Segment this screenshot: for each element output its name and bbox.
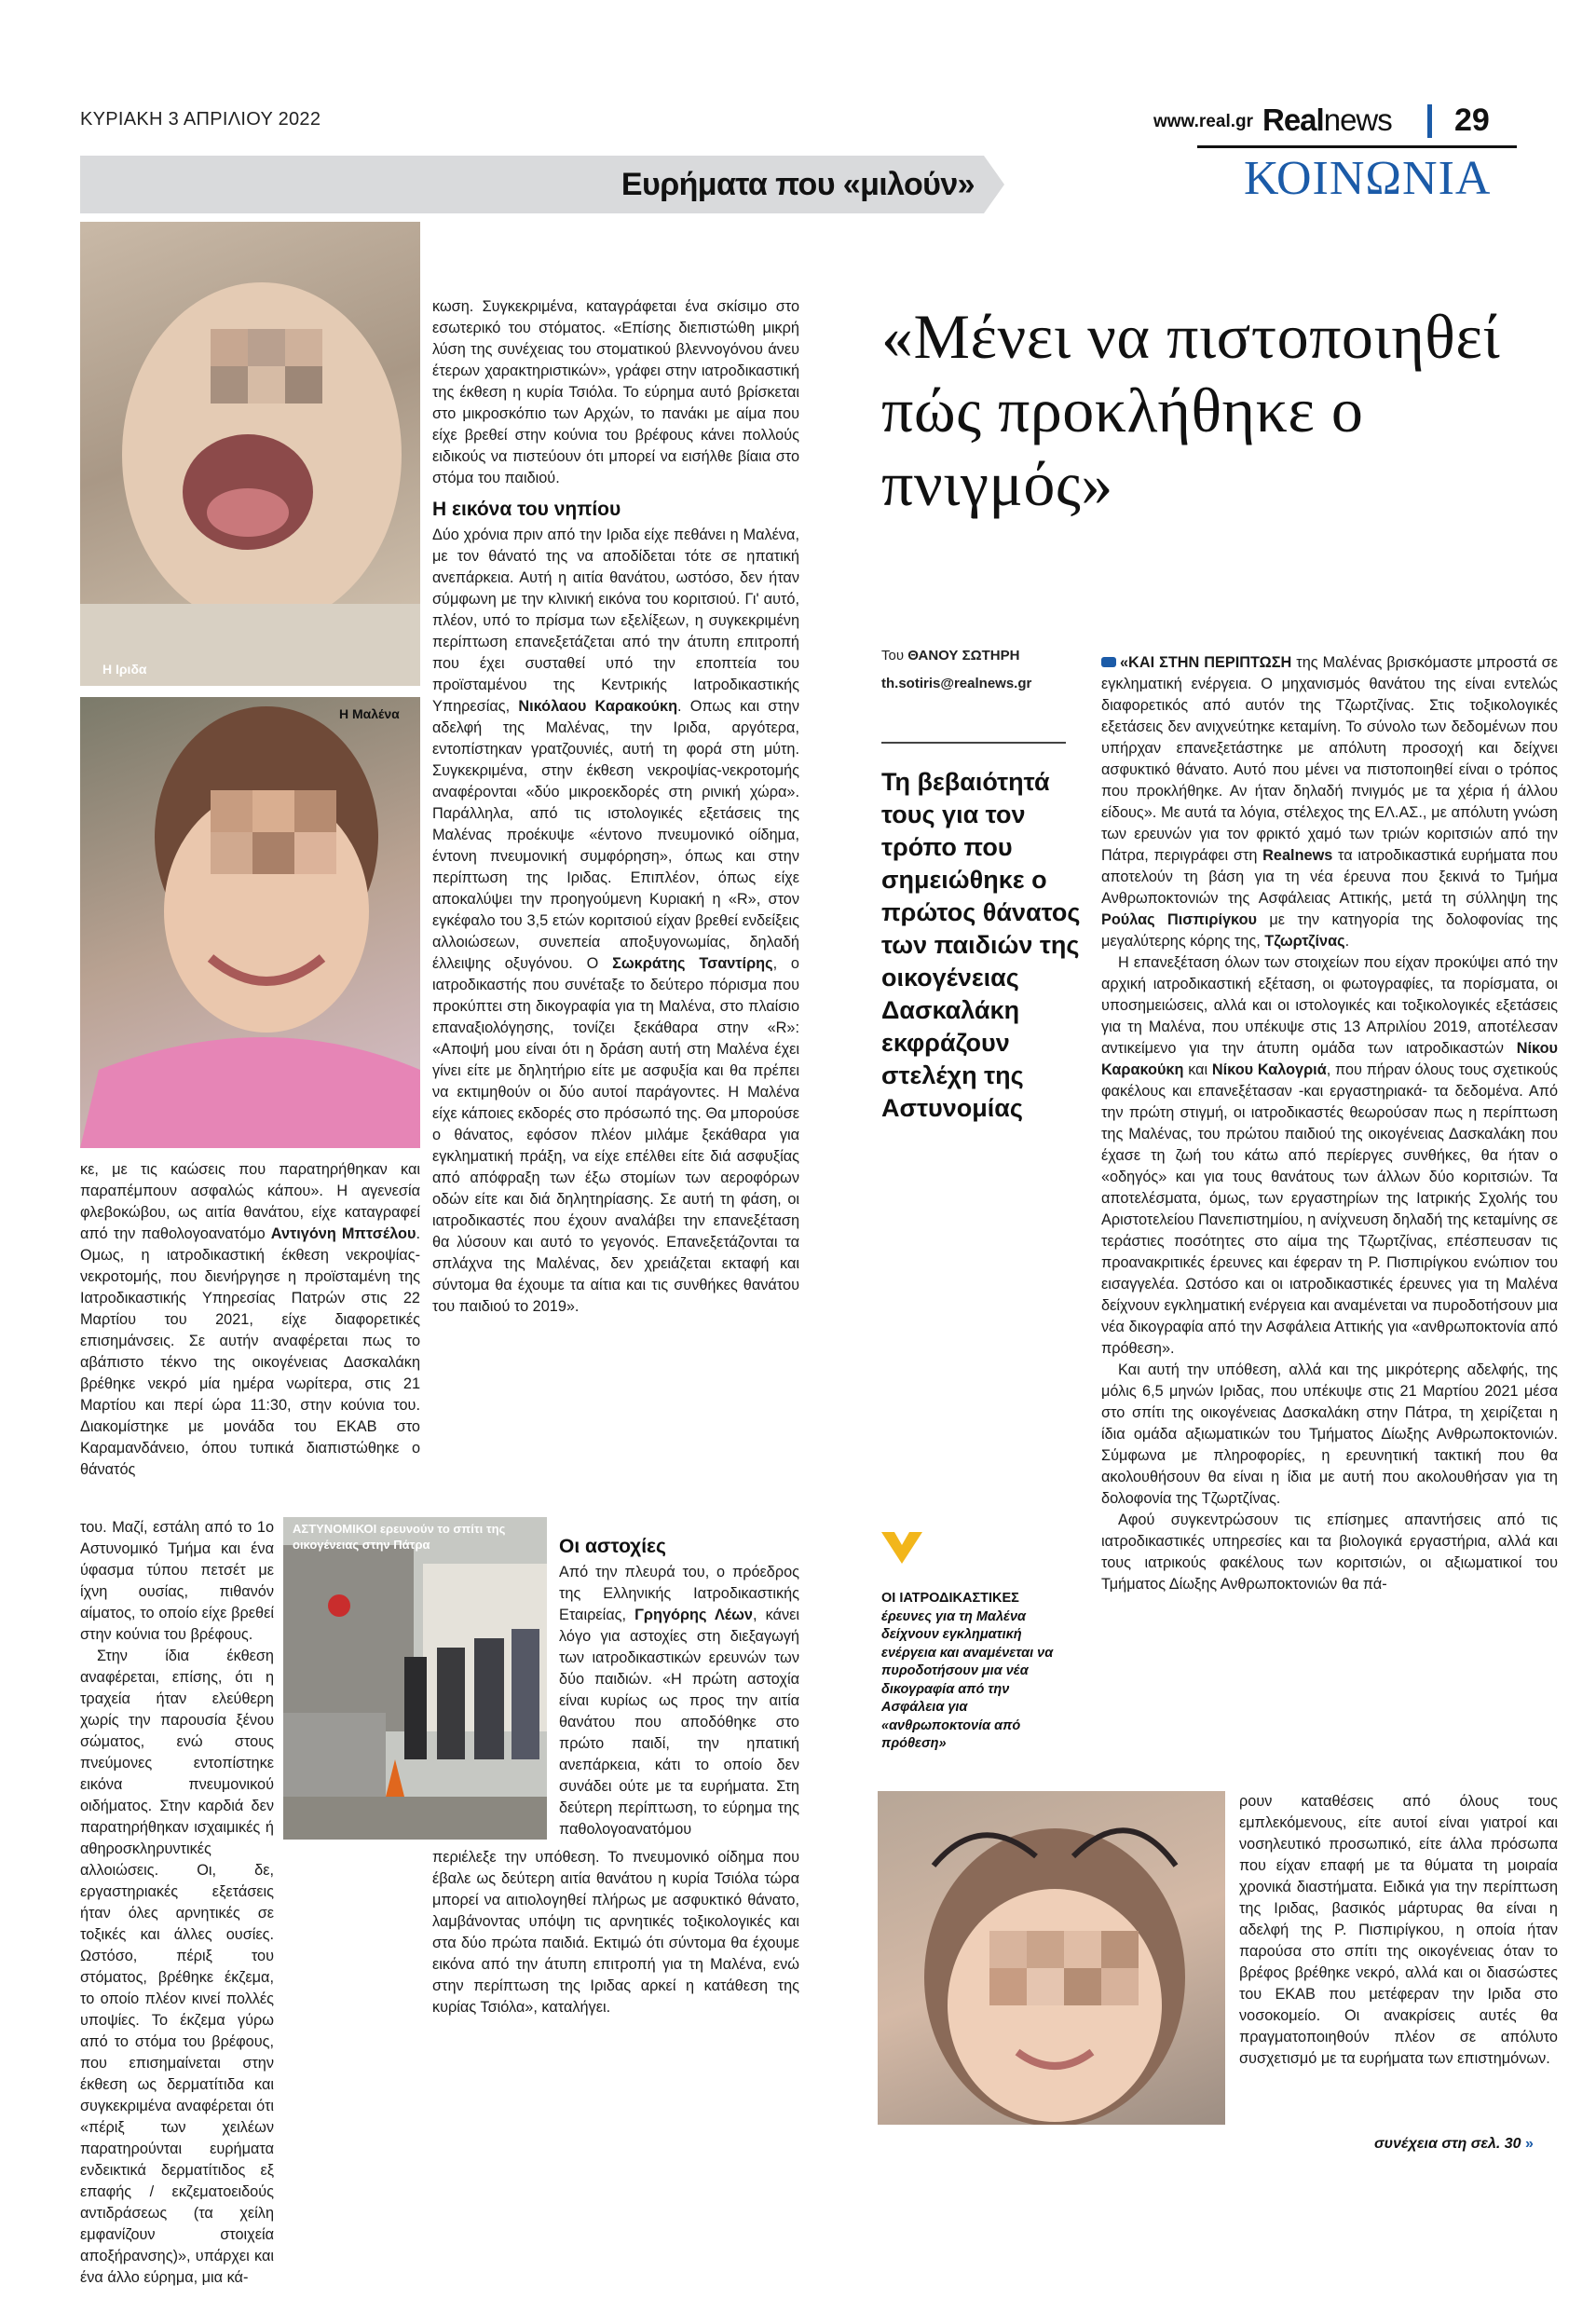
paragraph: κωση. Συγκεκριμένα, καταγράφεται ένα σκίσιμο στο εσωτερικό του στόματος. «Επίσης διεπιστώθη μικρή λύση της συνέχειας του στοματικού βλεννογόνου άνευ έτερων χαρακτηριστικών», γράφει στην ιατροδικαστική της έκθεση η κυρία Τσιόλα. Το εύρημα αυτό βρίσκεται στο μικροσκόπιο των Αρχών, το πανάκι με αίμα που είχε βρεθεί στην κούνια του βρέφους κάνει πολλούς ειδικούς να πιστεύουν ότι μπορεί να εισήλθε βίαια στο στόμα του παιδιού.: [432, 298, 799, 486]
paragraph-text: , που πήραν όλους τους σχετικούς φακέλους και επανεξέτασαν -και εργαστηριακά- τα δεδομένα. Από την πρώτη στιγμή, οι ιατροδικαστές θεωρούσαν πως η περίπτωση της Μαλένας, του πρώτου παιδιού της οικογένειας Δασκαλάκη που έχασε τη ζωή του κάτω από περίεργες συνθήκες, θα ήταν ο «οδηγός» και για τους θανάτους των άλλων δύο κοριτσιών. Τα αποτελέσματα, όμως, των εργαστηρίων της Ιατρικής Σχολής του Αριστοτελείου Πανεπιστημίου, η ανίχνευση δηλαδή της κεταμίνης σε τεράστιες ποσότητες στο αίμα της Τζωρτζίνας, επέσπευσαν τις προανακριτικές έρευνες και έφεραν τη Ρ. Πισπιρίγκου ενώπιον του εισαγγελέα. Ωστόσο και οι ιατροδικαστικές έρευνες για τη Μαλένα δείχνουν εγκληματική ενέργεια και αναμένεται να πυροδοτήσουν μια νέα δικογραφία από την Ασφάλεια Αττικής για «ανθρωποκτονία από πρόθεση».: [1101, 1061, 1558, 1357]
article-column-1-top: [80, 1159, 420, 1481]
pull-quote: Τη βεβαιότητά τους για τον τρόπο που σημειώθηκε ο πρώτος θάνατος των παιδιών της οικογένειας Δασκαλάκη εκφράζουν στελέχη της Αστυνομίας: [881, 768, 1081, 1122]
caption-police: [293, 1521, 544, 1553]
page-number: 29: [1454, 103, 1490, 138]
paragraph-text: Στην ίδια έκθεση αναφέρεται, επίσης, ότι η τραχεία ήταν ελεύθερη χωρίς την παρουσία ξένου σώματος, ενώ στους πνεύμονες εντοπίστηκε εικόνα πνευμονικού οιδήματος. Στην καρδιά δεν παρατηρήθηκαν ισχαιμικές ή αθηροσκληρυντικές αλλοιώσεις. Οι, δε, εργαστηριακές εξετάσεις ήταν όλες αρνητικές σε τοξικές και άλλες ουσίες. Ωστόσο, πέριξ του στόματος, βρέθηκε έκζεμα, το οποίο πλέον κινεί πολλές υποψίες. Το έκζεμα γύρω από το στόμα του βρέφους, που επισημαίνεται στην έκθεση ως δερματίτιδα και συγκεκριμένα αναφέρεται ότι «πέριξ των χειλέων παρατηρούνται ευρήματα ενδεικτικά δερματίτιδος εξ επαφής / εκζεματοειδούς αντιδράσεως (τα χείλη εμφανίζουν στοιχεία αποξήρανσης)», υπάρχει και ένα άλλο εύρημα, μια κά-: [80, 1648, 274, 2286]
byline-email[interactable]: th.sotiris@realnews.gr: [881, 676, 1032, 691]
subheading-infant: Η εικόνα του νηπίου: [432, 499, 621, 520]
paragraph: Και αυτή την υπόθεση, αλλά και της μικρότερης αδελφής, της μόλις 6,5 μηνών Ιριδας, που υπέκυψε στις 21 Μαρτίου 2021 μέσα στο σπίτι της οικογένειας Δασκαλάκη στην Πάτρα, τη χειρίζεται η ίδια ομάδα αξιωματικών του Τμήματος Δίωξης Ανθρωποκτονιών. Σύμφωνα με πληροφορίες, η ερευνητική τακτική που θα ακολουθήσουν θα είναι η ίδια με αυτή που ακολουθήσαν για τη δολοφονία της Τζωρτζίνας.: [1101, 1361, 1558, 1507]
paragraph-text: της Μαλένας βρισκόμαστε μπροστά σε εγκληματική ενέργεια. Ο μηχανισμός θανάτου της είναι εντελώς διαφορετικός από αυτόν της Τζωρτζίνας. Στις τοξικολογικές εξετάσεις δεν ανιχνεύτηκε κεταμίνη. Το σύνολο των δεδομένων που υπήρχαν επανεξετάστηκε με απόλυτη προσοχή και δείχνει ασφυκτικό θάνατο. Αυτό που μένει να πιστοποιηθεί είναι ο τρόπος που προκλήθηκε. Αν ήταν δηλαδή πνιγμός με τα χέρια ή άλλου είδους». Με αυτά τα λόγια, στέλεχος της ΕΛ.ΑΣ., με απόλυτη γνώση των ερευνών για τον φρικτό χαμό των τριών κοριτσιών από την Πάτρα, περιγράφει στη: [1101, 654, 1558, 864]
continue-arrow-icon: »: [1525, 2136, 1534, 2152]
person-name: Τζωρτζίνας: [1264, 933, 1345, 950]
paragraph-text: με την κατηγορία της δολοφονίας της μεγαλύτερης κόρης της,: [1101, 911, 1558, 950]
paragraph-text: Από την πλευρά του, ο πρόεδρος της Ελληνικής Ιατροδικαστικής Εταιρείας,: [559, 1564, 799, 1623]
person-name: Σωκράτης Τσαντίρης: [612, 955, 773, 972]
subheading-failures: Οι αστοχίες: [559, 1536, 666, 1557]
caption-malena: Η Μαλένα: [339, 706, 400, 721]
article-column-4-wrap: [1239, 1791, 1558, 2070]
lead-in: «ΚΑΙ ΣΤΗΝ ΠΕΡΙΠΤΩΣΗ: [1120, 654, 1292, 671]
sidebar-note-text: έρευνες για τη Μαλένα δείχνουν εγκληματική ενέργεια και αναμένεται να πυροδοτήσουν μια νέα δικογραφία από την Ασφάλεια για «ανθρωποκτονία από πρόθεση»: [881, 1608, 1054, 1751]
photo-iris-art: [80, 222, 420, 686]
paragraph-text: Δύο χρόνια πριν από την Ιριδα είχε πεθάνει η Μαλένα, με τον θάνατό της να αποδίδεται τότε σε ηπατική ανεπάρκεια. Αυτή η αιτία θανάτου, ωστόσο, δεν ήταν σύμφωνη με την κλινική εικόνα του κοριτσιού. Γι' αυτό, πλέον, υπό το πρίσμα των εξελίξεων, η συγκεκριμένη περίπτωση επανεξετάζεται από την άτυπη επιτροπή που έχει συσταθεί υπό την εποπτεία του προϊσταμένου της Κεντρικής Ιατροδικαστικής Υπηρεσίας,: [432, 527, 799, 715]
kicker-arrow: [984, 156, 1004, 213]
photo-police-art: [283, 1517, 547, 1840]
paragraph-text: Η επανεξέταση όλων των στοιχείων που είχαν προκύψει από την αρχική ιατροδικαστική εξέταση, οι φωτογραφίες, τα πορίσματα, οι υποσημειώσεις, αλλά και οι ιστολογικές και τοξικολογικές εξετάσεις για τη Μαλένα, που υπέκυψε στις 13 Απριλίου 2019, αποτέλεσαν αντικείμενο για την άτυπη ομάδα των ιατροδικαστών: [1101, 954, 1558, 1057]
article-column-4: [1101, 652, 1558, 1595]
issue-date: ΚΥΡΙΑΚΗ 3 ΑΠΡΙΛΙΟΥ 2022: [80, 109, 321, 130]
photo-girl-art: [878, 1791, 1225, 2125]
person-name: Ρούλας Πισπιρίγκου: [1101, 911, 1258, 928]
caption-police-rest: ερευνούν το σπίτι της οικογένειας στην Πάτρα: [293, 1522, 506, 1552]
kicker-title: Ευρήματα που «μιλούν»: [621, 167, 975, 202]
byline-author: ΘΑΝΟΥ ΣΩΤΗΡΗ: [907, 648, 1020, 664]
article-column-1-wrap: [80, 1517, 274, 2289]
paragraph-text: κε, με τις καώσεις που παρατηρήθηκαν και παραπέμπουν ασφαλώς κάπου». Η αγενεσία φλεβοκώβου, ως αιτία θανάτου, είχε καταγραφεί από την παθολογοανατόμο: [80, 1161, 420, 1242]
brand-logo: [1262, 103, 1392, 138]
photo-girl: [878, 1791, 1225, 2125]
photo-police: [283, 1517, 547, 1840]
brand-light: news: [1323, 103, 1392, 137]
paragraph: [80, 1646, 274, 2289]
article-column-2-bottom: [432, 1847, 799, 2018]
photo-iris: [80, 222, 420, 686]
v-mark-inner: [894, 1532, 909, 1545]
header-rule: [1197, 145, 1517, 148]
article-column-2: [432, 296, 799, 1318]
paragraph-text: τα ιατροδικαστικά ευρήματα που αποτελούν τη βάση για τη νέα έρευνα που ξεκινά το Τμήμα Ανθρωποκτονιών της Ασφάλειας Αττικής, μετά τη σύλληψη της: [1101, 847, 1558, 907]
section-title: ΚΟΙΝΩΝΙΑ: [1244, 152, 1492, 205]
sidebar-note: [881, 1590, 1068, 1754]
sidebar-note-lead: ΟΙ ΙΑΤΡΟΔΙΚΑΣΤΙΚΕΣ: [881, 1591, 1019, 1606]
photo-malena: [80, 697, 420, 1148]
person-name: Νικόλαου Καρακούκη: [518, 698, 678, 715]
brand-mention: Realnews: [1262, 847, 1333, 864]
byline-rule: [881, 742, 1066, 744]
continue-link[interactable]: [1374, 2136, 1534, 2153]
continue-text: συνέχεια στη σελ. 30: [1374, 2136, 1521, 2152]
paragraph: [1101, 952, 1558, 1360]
site-url[interactable]: www.real.gr: [1153, 112, 1253, 131]
person-name: Γρηγόρης Λέων: [634, 1607, 753, 1623]
paragraph: του. Μαζί, εστάλη από το 1ο Αστυνομικό Τμήμα και ένα ύφασμα τύπου πετσέτ με ίχνη ουσίας, πιθανόν αίματος, το οποίο είχε βρεθεί στην κούνια του βρέφους.: [80, 1519, 274, 1643]
brand-bold: Real: [1262, 103, 1324, 137]
paragraph-text: , ο ιατροδικαστής που συνέταξε το δεύτερο πόρισμα που προκύπτει στη δικογραφία για τη Μαλένα, στο πλαίσιο επαναξιολόγησης, τονίζει ξεκάθαρα στην «R»: «Αποψή μου είναι ότι η δράση αυτή στη Μαλένα έχει γίνει είτε με δηλητήριο είτε με ασφυξία και θα πρέπει να εκτιμηθούν οι δύο αυτοί παράγοντες. Η Μαλένα είχε κάποιες εκδορές στο πρόσωπό της. Θα μπορούσε ο θάνατος, εφόσον πλέον μιλάμε ξεκάθαρα για εγκληματική πράξη, να είχε επέλθει είτε διά ασφυξίας από απόφραξη των έξω στομίων των αεροφόρων οδών είτε και διά δηλητηρίασης. Σε αυτή τη φάση, οι ιατροδικαστές που έχουν αναλάβει την επανεξέταση θα λύσουν και αυτό το γεγονός. Επανεξετάζονται τα σπλάχνα της Μαλένας, δεν χρειάζεται εκταφή και σύντομα θα έχουμε τα αίτια και τις συνθήκες θανάτου του παιδιού το 2019».: [432, 955, 799, 1315]
paragraph-text: , κάνει λόγο για αστοχίες στη διεξαγωγή των ιατροδικαστικών ερευνών των δύο παιδιών. «Η πρώτη αστοχία είναι κυρίως ως προς την αιτία θανάτου που αποδόθηκε στο πρώτο παιδί, την ηπατική ανεπάρκεια, κάτι το οποίο δεν συνάδει ούτε με τα ευρήματα. Στη δεύτερη περίπτωση, το εύρημα της παθολογοανατόμου: [559, 1607, 799, 1838]
headline: «Μένει να πιστοποιηθεί πώς προκλήθηκε ο πνιγμός»: [881, 301, 1501, 519]
paragraph: [80, 1159, 420, 1481]
paragraph: [432, 525, 799, 1318]
paragraph-text: και: [1183, 1061, 1212, 1078]
paragraph: [1101, 652, 1558, 952]
paragraph-text: . Ομως, η ιατροδικαστική έκθεση νεκροψίας-νεκροτομής, που διενήργησε η προϊσταμένη της Ιατροδικαστικής Υπηρεσίας Πατρών στις 22 Μαρτίου του 2021, είχε διαφορετικές επισημάνσεις. Σε αυτήν αναφέρεται πως το αβάπιστο τέκνο της οικογένειας Δασκαλάκη βρέθηκε νεκρό μία ημέρα νωρίτερα, στις 21 Μαρτίου και περί ώρα 11:30, στην κούνια του. Διακομίστηκε με μονάδα του ΕΚΑΒ στο Καραμανδάνειο, όπου τυπικά διαπιστώθηκε ο θάνατός: [80, 1225, 420, 1478]
byline: [881, 648, 1019, 664]
caption-iris: Η Ιριδα: [102, 662, 147, 677]
byline-prefix: Του: [881, 648, 905, 664]
paragraph: [559, 1562, 799, 1840]
person-name: Νίκου Καλογριά: [1211, 1061, 1327, 1078]
paragraph: Αφού συγκεντρώσουν τις επίσημες απαντήσεις από τις ιατροδικαστικές υπηρεσίες και τα βιολογικά εργαστήρια, αλλά και τους ιατρικούς φακέλους των κοριτσιών, οι αξιωματικοί του Τμήματος Δίωξης Ανθρωποκτονιών θα πά-: [1101, 1512, 1558, 1593]
caption-police-bold: ΑΣΤΥΝΟΜΙΚΟΙ: [293, 1522, 377, 1536]
paragraph-text: .: [1344, 933, 1350, 950]
paragraph-text: . Οπως και στην αδελφή της Μαλένας, την Ιριδα, αργότερα, εντοπίστηκαν γρατζουνιές, αυτή τη φορά στη μύτη. Συγκεκριμένα, στην έκθεση νεκροψίας-νεκροτομής αναφέρονται «δύο μικροεκδορές στη ρινική χώρα». Παράλληλα, από τις ιστολογικές εξετάσεις της Μαλένας προέκυψε «έντονο πνευμονικό οίδημα, έντονη πνευμονική συμφόρηση», όπως και στην περίπτωση της Ιριδας. Επιπλέον, όπως είχε αποκαλύψει την προηγούμενη Κυριακή η «R», στον εγκέφαλο του 3,5 ετών κοριτσιού είχαν βρεθεί ενδείξεις αλλοιώσεων, συνεπεία αποξυγονωμίας, δηλαδή έλλειψης οξυγόνου. Ο: [432, 698, 799, 972]
header-separator: [1427, 104, 1432, 138]
article-column-2-lower: [559, 1534, 799, 1840]
lead-square-icon: [1101, 657, 1116, 667]
person-name: Αντιγόνη Μπτσέλου: [270, 1225, 416, 1242]
photo-malena-art: [80, 697, 420, 1148]
person-name: Νίκου Καρακούκη: [1101, 1040, 1558, 1078]
paragraph: ρουν καταθέσεις από όλους τους εμπλεκόμενους, είτε αυτοί είναι γιατροί και νοσηλευτικό προσωπικό, είτε άλλα πρόσωπα που είχαν επαφή με τα θύματα τη μοιραία χρονικά διαστήματα. Ειδικά για την περίπτωση της Ιριδας, βασικός μάρτυρας θα είναι η αδελφή της Ρ. Πισπιρίγκου, η οποία ήταν παρούσα στο σπίτι της οικογένειας όταν το βρέφος βρέθηκε νεκρό, αλλά και οι διασώστες του ΕΚΑΒ που μετέφεραν την Ιριδα στο νοσοκομείο. Οι ανακρίσεις αυτές θα πραγματοποιηθούν πλέον σε απόλυτο συσχετισμό με τα ευρήματα των επιστημόνων.: [1239, 1793, 1558, 2067]
paragraph: περιέλεξε την υπόθεση. Το πνευμονικό οίδημα που έβαλε ως δεύτερη αιτία θανάτου η κυρία Τσιόλα τώρα μπορεί να αιτιολογηθεί πλήρως με ασφυκτικό θάνατο, λαμβάνοντας υπόψη τις αρνητικές τοξικολογικές και στα δύο πρώτα παιδιά. Εκτιμώ ότι σύντομα θα έχουμε εικόνα από την άτυπη επιτροπή για τη Μαλένα, ενώ στην περίπτωση της Ιριδας αρκεί η κατάθεση της κυρίας Τσιόλα», καταλήγει.: [432, 1849, 799, 2016]
